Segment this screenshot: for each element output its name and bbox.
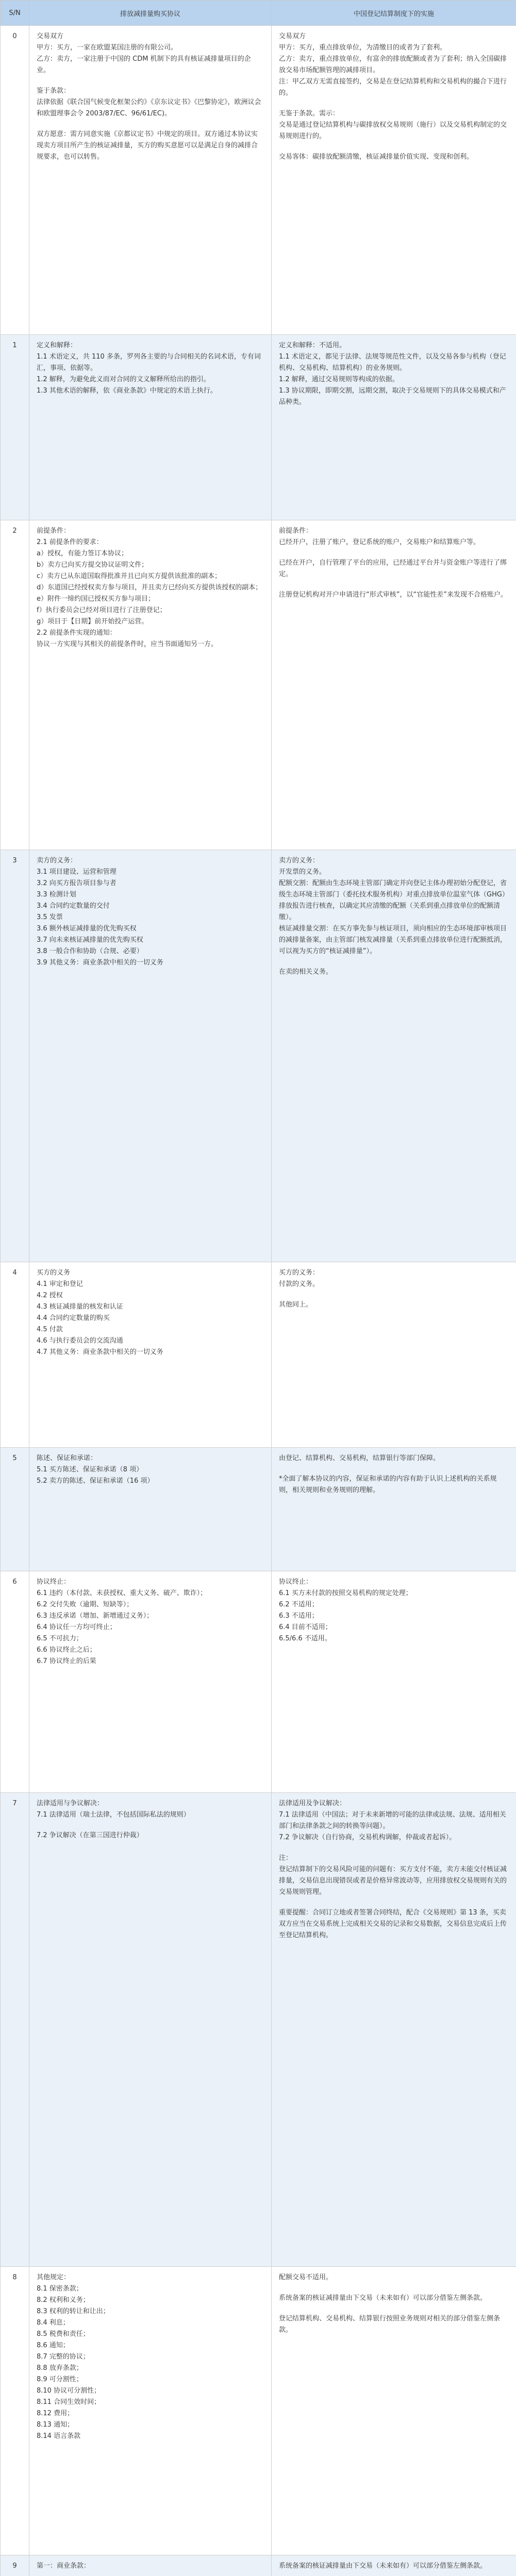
text-line: g）项目于【日期】前开始投产运营。: [37, 618, 148, 625]
spacer: [279, 1843, 509, 1853]
text-line: 1.3 协议期限，即期交割，远期交割，取决于交易规则下的具体交易模式和产品种类。: [279, 387, 506, 406]
spacer: [279, 2304, 509, 2313]
table-row: [1, 850, 516, 1262]
text-line: 双方愿意：需方同意实施《京都议定书》中规定的项目。双方通过本协议实现卖方项目所产生的核证减排量，买方的购买意愿可以是满足自身的减排合规要求，也可以转售。: [37, 130, 258, 161]
text-line: 其他规定：: [37, 2274, 71, 2281]
text-line: 陈述、保证和承诺：: [37, 1454, 97, 1462]
text-line: 交易双方: [279, 32, 306, 40]
text-line: 1.2 解释，为避免此义而对合同的文义解释所给出的指引。: [37, 376, 210, 383]
text-line: 前提条件：: [279, 527, 313, 535]
row-number: 4: [1, 1262, 29, 1448]
text-line: 3.5 发票: [37, 913, 63, 921]
text-line: 6.5/6.6 不适用。: [279, 1635, 331, 1642]
spacer: [37, 2572, 264, 2576]
text-line: 1.2 解释，通过交易规则等构成的依据。: [279, 376, 399, 383]
agreement-cell: [29, 1793, 272, 2267]
text-line: 前提条件：: [37, 527, 71, 535]
text-line: 在卖的相关义务。: [279, 968, 333, 976]
text-line: 定义和解释：不适用。: [279, 342, 346, 349]
text-line: 4.7 其他义务：商业条款中相关的一切义务: [37, 1348, 163, 1356]
row-number: 3: [1, 850, 29, 1262]
text-line: 7.1 法律适用（中国法；对于未来新增的可能的法律或法规、法规、适用相关部门和法律条款之间的转换等问题）。: [279, 1811, 506, 1830]
agreement-cell: [29, 1571, 272, 1793]
spacer: [279, 548, 509, 557]
text-line: 2.2 前提条件实现的通知：: [37, 629, 116, 637]
table-row: [1, 2555, 516, 2576]
text-line: 3.9 其他义务：商业条款中相关的一切义务: [37, 959, 163, 967]
text-line: 3.8 一般合作和协助（合规、必要）: [37, 947, 143, 955]
table-row: [1, 520, 516, 850]
spacer: [279, 1464, 509, 1473]
spacer: [279, 1290, 509, 1299]
text-line: 已经开户，注册了账户，登记系统的账户，交易账户和结算账户等。: [279, 538, 480, 546]
spacer: [279, 2572, 509, 2576]
implementation-cell: [272, 2267, 516, 2555]
text-line: 交易客体：碳排放配额清缴，核证减排量价值实现、变现和创利。: [279, 153, 474, 161]
text-line: 3.7 向未来核证减排量的优先购买权: [37, 936, 143, 944]
text-line: 6.2 交付失败（逾期、短缺等）；: [37, 1601, 134, 1608]
text-line: 5.2 卖方的陈述、保证和承诺（16 项）: [37, 1477, 154, 1485]
text-line: 4.2 授权: [37, 1292, 63, 1299]
text-line: 6.1 违约（本付款、未获授权、重大义务、破产、欺诈）；: [37, 1589, 207, 1597]
text-line: 6.5 不可抗力；: [37, 1635, 83, 1642]
row-number: 5: [1, 1448, 29, 1571]
header-china-implementation: 中国登记结算制度下的实施: [272, 1, 516, 26]
spacer: [279, 99, 509, 108]
text-line: 注：甲乙双方无需直接签约，交易是在登记结算机构和交易机构的撮合下进行的。: [279, 78, 507, 97]
text-line: 5.1 买方陈述、保证和承诺（8 项）: [37, 1466, 143, 1473]
text-line: 6.7 协议终止的后果: [37, 1657, 96, 1665]
row-number: 1: [1, 335, 29, 520]
text-line: 买方的义务: [37, 1269, 71, 1277]
implementation-cell: [272, 850, 516, 1262]
table-row: [1, 335, 516, 520]
text-line: 3.4 合同约定数量的交付: [37, 902, 110, 910]
text-line: 8.10 协议可分割性；: [37, 2387, 101, 2395]
text-line: 注：: [279, 1854, 293, 1862]
implementation-cell: [272, 1793, 516, 2267]
agreement-cell: [29, 1262, 272, 1448]
text-line: 8.9 可分割性；: [37, 2376, 83, 2383]
implementation-cell: [272, 1262, 516, 1448]
text-line: 甲方：买方，重点排放单位，为清缴目的或者为了套利。: [279, 44, 447, 52]
spacer: [37, 120, 264, 129]
header-agreement: 排放减排量购买协议: [29, 1, 272, 26]
table-row: [1, 26, 516, 335]
text-line: 6.1 买方未付款的按照交易机构的规定处理；: [279, 1589, 412, 1597]
agreement-cell: [29, 2267, 272, 2555]
spacer: [279, 2283, 509, 2293]
text-line: 交易双方: [37, 32, 64, 40]
table-header-row: [1, 1, 516, 26]
text-line: 4.1 审定和登记: [37, 1280, 83, 1288]
text-line: 卖方的义务：: [37, 857, 77, 865]
spacer: [37, 1821, 264, 1830]
text-line: 买方的义务：: [279, 1269, 320, 1277]
text-line: 4.3 核证减排量的核发和认证: [37, 1303, 123, 1311]
text-line: 核证减排量交割：在买方事先参与核证项目，须向相应的生态环境部审核项目的减排量备案，由主管部门核发减排量（关系到重点排放单位进行配额抵消，可以视为买方的“核证减排量”）。: [279, 925, 507, 955]
text-line: 配额交易不适用。: [279, 2274, 333, 2281]
implementation-cell: [272, 335, 516, 520]
text-line: 3.3 检测计划: [37, 891, 76, 899]
text-line: *全面了解本协议的内容，保证和承诺的内容有助于认识上述机构的关系规则，相关规则和业务规则的理解。: [279, 1475, 497, 1494]
text-line: 乙方：卖方，重点排放单位，有富余的排放配额或者为了套利；纳入全国碳排放交易市场配额管理的减排项目。: [279, 55, 507, 74]
text-line: 4.4 合同约定数量的购买: [37, 1314, 110, 1322]
text-line: 协议一方实现与其相关的前提条件时，应当书面通知另一方。: [37, 640, 218, 648]
text-line: 6.4 目前不适用；: [279, 1623, 332, 1631]
text-line: 8.14 语言条款: [37, 2432, 81, 2440]
implementation-cell: [272, 26, 516, 335]
text-line: a）授权，有能力签订本协议；: [37, 550, 128, 557]
text-line: 甲方：买方，一家在欧盟某国注册的有限公司。: [37, 44, 178, 52]
text-line: 6.2 不适用；: [279, 1601, 319, 1608]
row-number: 8: [1, 2267, 29, 2555]
text-line: 1.3 其他术语的解释，依《商业条款》中规定的术语上执行。: [37, 387, 217, 395]
text-line: 系统备案的核证减排量由下交易（未来如有）可以部分借鉴左侧条款。: [279, 2562, 487, 2570]
text-line: f）执行委员会已经对项目进行了注册登记；: [37, 606, 167, 614]
table-row: [1, 1793, 516, 2267]
text-line: 6.3 违反承诺（增加、新增通过义务）；: [37, 1612, 154, 1620]
text-line: 第一：商业条款：: [37, 2562, 91, 2570]
spacer: [279, 1898, 509, 1907]
text-line: 法律适用与争议解决：: [37, 1800, 104, 1807]
spacer: [37, 76, 264, 86]
text-line: 4.6 与执行委员会的交流沟通: [37, 1337, 123, 1345]
text-line: 8.13 通知；: [37, 2421, 74, 2429]
agreement-cell: [29, 1448, 272, 1571]
header-sn: S/N: [1, 1, 29, 26]
text-line: 注册登记机构对开户申请进行“形式审核”，以“官能性差”来发现不合格账户。: [279, 591, 507, 599]
text-line: 8.2 权利和义务；: [37, 2296, 90, 2304]
row-number: 6: [1, 1571, 29, 1793]
text-line: 其他同上。: [279, 1301, 313, 1309]
text-line: 8.12 费用；: [37, 2410, 74, 2417]
implementation-cell: [272, 1448, 516, 1571]
text-line: d）东道国已经授权卖方参与项目，并且卖方已经向买方提供该授权的副本；: [37, 584, 262, 591]
text-line: 2.1 前提条件的要求：: [37, 538, 103, 546]
row-number: 9: [1, 2555, 29, 2576]
text-line: 1.1 术语定义，都见于法律、法规等规范性文件，以及交易各参与机构（登记机构、交易机构、结算机构）的业务规则。: [279, 353, 506, 372]
text-line: 鉴于条款：: [37, 87, 71, 95]
text-line: 已经在开户，自行管理了平台的应用，已经通过平台并与资金账户等进行了绑定。: [279, 559, 507, 578]
implementation-cell: [272, 2555, 516, 2576]
text-line: 1.1 术语定义，共 110 多条，罗列各主要的与合同相关的名词术语，专有词汇，事项、依据等。: [37, 353, 261, 372]
text-line: e）附件一缔约国已授权买方参与项目；: [37, 595, 155, 603]
agreement-cell: [29, 850, 272, 1262]
table-row: [1, 1448, 516, 1571]
text-line: 8.7 完整的协议；: [37, 2353, 90, 2361]
text-line: 卖方的义务：: [279, 857, 320, 865]
text-line: 开发票的义务。: [279, 868, 326, 876]
text-line: 定义和解释：: [37, 342, 77, 349]
text-line: 8.11 合同生效时间；: [37, 2398, 101, 2406]
text-line: 6.3 不适用；: [279, 1612, 319, 1620]
text-line: 4.5 付款: [37, 1326, 63, 1333]
spacer: [279, 580, 509, 589]
text-line: 8.8 放弃条款；: [37, 2364, 83, 2372]
table-row: [1, 1262, 516, 1448]
agreement-cell: [29, 335, 272, 520]
table-row: [1, 2267, 516, 2555]
text-line: 8.4 利息；: [37, 2319, 70, 2327]
text-line: 3.2 向买方报告项目参与者: [37, 879, 116, 887]
text-line: 法律依据《联合国气候变化框架公约》《京东议定书》《巴黎协定》，欧洲议会和欧盟理事会令 2003/87/EC、96/61/EC)。: [37, 98, 261, 117]
text-line: 8.3 权利的转让和让出；: [37, 2308, 110, 2315]
text-line: 8.5 税费和责任；: [37, 2330, 90, 2338]
text-line: 3.1 项目建设、运营和管理: [37, 868, 116, 876]
implementation-cell: [272, 520, 516, 850]
agreement-cell: [29, 26, 272, 335]
text-line: b）卖方已向买方提交协议证明文件；: [37, 561, 148, 569]
text-line: 无鉴于条款。需示：: [279, 110, 340, 117]
text-line: 6.4 协议任一方均可终止；: [37, 1623, 116, 1631]
row-number: 2: [1, 520, 29, 850]
text-line: 协议终止：: [279, 1578, 313, 1586]
text-line: 重要提醒：合同订立地或者签署合同终结，配合《交易规则》第 13 条，买卖双方应当在交易系统上完成相关交易的记录和交易数据，交易信息完成后上传至登记结算机构。: [279, 1909, 507, 1939]
row-number: 0: [1, 26, 29, 335]
text-line: 由登记、结算机构、交易机构，结算银行等部门保障。: [279, 1454, 440, 1462]
table-row: [1, 1571, 516, 1793]
text-line: 登记结算制下的交易风险可能的问题有：买方支付不能，卖方未能交付核证减排量，交易信息出现错误或者是价格异常波动等，应用排放权交易规则有关的交易规则管理。: [279, 1866, 507, 1896]
agreement-cell: [29, 2555, 272, 2576]
text-line: 7.2 争议解决（自行协商，交易机构调解，仲裁或者起诉）。: [279, 1834, 456, 1841]
text-line: 8.6 通知；: [37, 2342, 70, 2349]
text-line: 付款的义务。: [279, 1280, 320, 1288]
text-line: 7.2 争议解决（在第三国进行仲裁）: [37, 1832, 143, 1839]
text-line: 法律适用及争议解决：: [279, 1800, 346, 1807]
row-number: 7: [1, 1793, 29, 2267]
text-line: 协议终止：: [37, 1578, 71, 1586]
text-line: 3.6 额外核证减排量的优先购买权: [37, 925, 137, 933]
text-line: 7.1 法律适用（瑞士法律，不包括国际私法的规则）: [37, 1811, 190, 1819]
implementation-cell: [272, 1571, 516, 1793]
text-line: 交易是通过登记结算机构与碳排放权交易规则（施行）以及交易机构制定的交易规则进行的。: [279, 121, 507, 140]
text-line: 6.6 协议终止之后；: [37, 1646, 96, 1654]
text-line: 登记结算机构、交易机构、结算银行按照业务规则对相关的部分借鉴左侧条款。: [279, 2315, 501, 2334]
text-line: 乙方：卖方，一家注册于中国的 CDM 机制下的具有核证减排量项目的企业。: [37, 55, 251, 74]
agreement-cell: [29, 520, 272, 850]
text-line: c）卖方已从东道国取得批准并且已向买方提供该批准的副本；: [37, 572, 222, 580]
text-line: 系统备案的核证减排量由下交易（未来如有）可以部分借鉴左侧条款。: [279, 2294, 487, 2302]
spacer: [279, 957, 509, 967]
text-line: 8.1 保密条款；: [37, 2285, 83, 2293]
spacer: [279, 142, 509, 151]
text-line: 配额交割：配额由生态环境主管部门确定并向登记主体办理初始分配登记，省级生态环境主管部门（委托技术服务机构）对重点排放单位温室气体（GHG）排放报告进行核查，以确定其应清缴的配额（关系到重点排放单位的配额清缴）。: [279, 879, 509, 921]
